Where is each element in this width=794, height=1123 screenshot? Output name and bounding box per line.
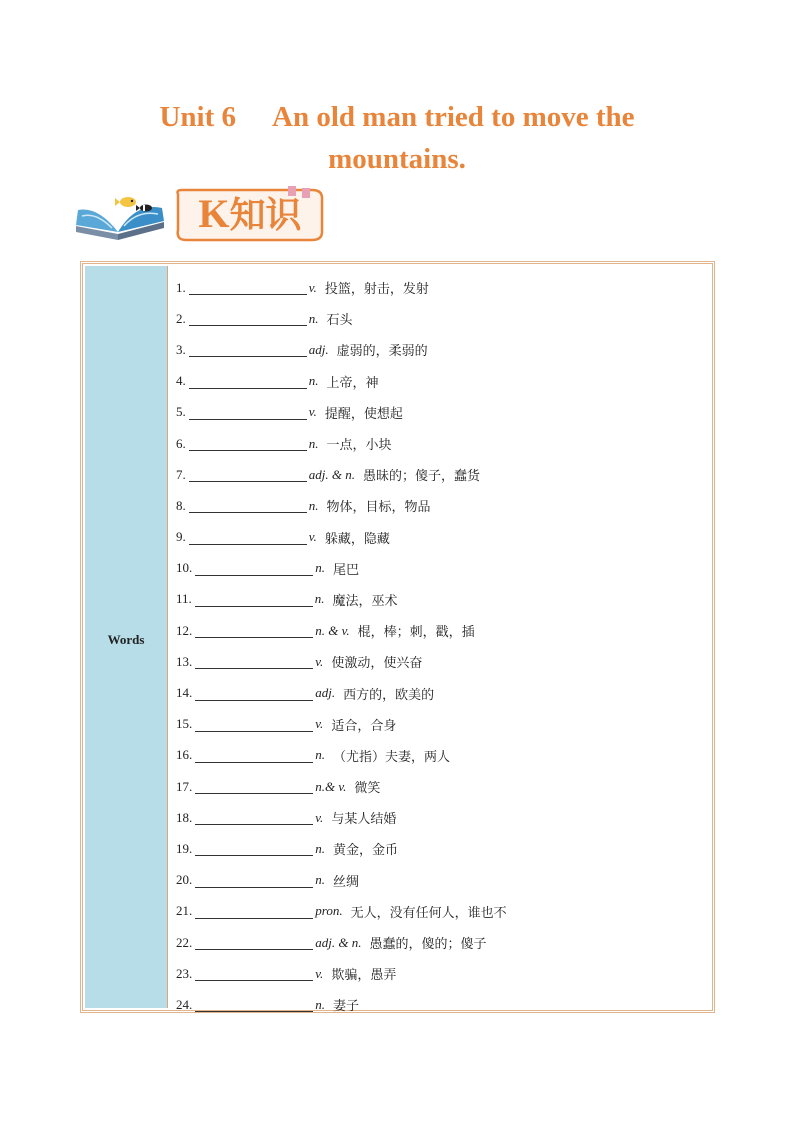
list-item — [176, 865, 708, 896]
list-item — [176, 740, 708, 771]
part-of-speech: v. — [315, 965, 324, 981]
item-number: 9. — [176, 529, 186, 545]
part-of-speech: v. — [315, 809, 324, 825]
definition: 与某人结婚 — [331, 812, 397, 828]
knowledge-word: 知识 — [229, 194, 302, 236]
title-text-1: An old man tried to move the — [272, 101, 635, 133]
definition: 物体，目标，物品 — [326, 500, 431, 516]
page-title — [0, 96, 794, 180]
part-of-speech: pron. — [315, 903, 343, 919]
answer-blank[interactable] — [195, 623, 313, 638]
answer-blank[interactable] — [189, 498, 307, 513]
definition: 适合，合身 — [331, 718, 397, 734]
answer-blank[interactable] — [189, 405, 307, 420]
part-of-speech: n. — [308, 310, 319, 326]
list-item — [176, 958, 708, 989]
part-of-speech: v. — [315, 653, 324, 669]
answer-blank[interactable] — [195, 997, 313, 1012]
item-number: 12. — [176, 622, 193, 638]
item-number: 17. — [176, 778, 193, 794]
title-line-2: mountains. — [328, 143, 466, 175]
answer-blank[interactable] — [195, 841, 313, 856]
list-item — [176, 428, 708, 459]
answer-blank[interactable] — [189, 530, 307, 545]
part-of-speech: n. — [308, 373, 319, 389]
list-item — [176, 771, 708, 802]
list-item — [176, 584, 708, 615]
part-of-speech: n. & v. — [315, 622, 350, 638]
item-number: 21. — [176, 903, 193, 919]
answer-blank[interactable] — [195, 654, 313, 669]
list-item — [176, 709, 708, 740]
list-item — [176, 334, 708, 365]
word-list — [176, 272, 708, 1021]
answer-blank[interactable] — [195, 935, 313, 950]
part-of-speech: n. — [315, 747, 325, 763]
part-of-speech: v. — [308, 279, 317, 295]
answer-blank[interactable] — [195, 561, 313, 576]
list-item — [176, 522, 708, 553]
definition: 魔法，巫术 — [332, 593, 398, 609]
part-of-speech: n. — [315, 996, 325, 1012]
definition: 提醒，使想起 — [324, 406, 403, 422]
item-number: 20. — [176, 872, 193, 888]
item-number: 8. — [176, 497, 186, 513]
part-of-speech: adj. — [308, 341, 329, 357]
definition: 上帝，神 — [326, 375, 379, 391]
answer-blank[interactable] — [189, 342, 307, 357]
answer-blank[interactable] — [189, 467, 307, 482]
item-number: 13. — [176, 653, 193, 669]
part-of-speech: n. — [315, 872, 325, 888]
definition: 尾巴 — [333, 562, 360, 578]
k-letter: K — [198, 191, 230, 236]
item-number: 7. — [176, 466, 186, 482]
definition: 棍，棒；刺，戳，插 — [357, 625, 475, 641]
item-number: 15. — [176, 716, 193, 732]
part-of-speech: adj. & n. — [308, 466, 355, 482]
title-line-1 — [0, 96, 794, 138]
list-item — [176, 303, 708, 334]
part-of-speech: n. — [308, 435, 319, 451]
part-of-speech: n. — [315, 560, 325, 576]
definition: 微笑 — [354, 781, 381, 797]
definition: 愚蠢的，傻的；傻子 — [369, 937, 487, 953]
answer-blank[interactable] — [195, 904, 313, 919]
item-number: 5. — [176, 404, 186, 420]
answer-blank[interactable] — [195, 717, 313, 732]
item-number: 18. — [176, 809, 193, 825]
definition: （尤指）夫妻，两人 — [333, 749, 451, 765]
list-item — [176, 615, 708, 646]
answer-blank[interactable] — [195, 873, 313, 888]
definition: 妻子 — [333, 999, 360, 1015]
section-label-cell — [85, 266, 168, 1008]
part-of-speech: adj. — [315, 685, 336, 701]
definition: 无人，没有任何人，谁也不 — [350, 905, 507, 921]
answer-blank[interactable] — [189, 436, 307, 451]
item-number: 11. — [176, 591, 192, 607]
item-number: 1. — [176, 279, 186, 295]
answer-blank[interactable] — [189, 311, 307, 326]
answer-blank[interactable] — [189, 280, 307, 295]
unit-label: Unit 6 — [159, 101, 237, 133]
part-of-speech: n. — [308, 497, 319, 513]
item-number: 10. — [176, 560, 193, 576]
answer-blank[interactable] — [195, 779, 313, 794]
knowledge-label-text — [172, 186, 328, 242]
list-item — [176, 833, 708, 864]
item-number: 19. — [176, 840, 193, 856]
item-number: 2. — [176, 310, 186, 326]
definition: 黄金，金币 — [333, 843, 399, 859]
list-item — [176, 896, 708, 927]
part-of-speech: adj. & n. — [315, 934, 362, 950]
list-item — [176, 553, 708, 584]
part-of-speech: n.& v. — [315, 778, 347, 794]
item-number: 4. — [176, 373, 186, 389]
open-book-with-fish-icon — [72, 192, 172, 242]
part-of-speech: v. — [308, 404, 317, 420]
part-of-speech: v. — [315, 716, 324, 732]
answer-blank[interactable] — [195, 966, 313, 981]
answer-blank[interactable] — [195, 810, 313, 825]
list-item — [176, 272, 708, 303]
answer-blank[interactable] — [195, 686, 313, 701]
list-item — [176, 459, 708, 490]
list-item — [176, 490, 708, 521]
definition: 石头 — [326, 313, 353, 329]
definition: 西方的，欧美的 — [343, 687, 435, 703]
definition: 躲藏，隐藏 — [324, 531, 390, 547]
list-item — [176, 802, 708, 833]
item-number: 3. — [176, 341, 186, 357]
item-number: 14. — [176, 685, 193, 701]
answer-blank[interactable] — [195, 592, 313, 607]
definition: 虚弱的，柔弱的 — [336, 344, 428, 360]
section-label: Words — [107, 632, 145, 647]
definition: 投篮，射击，发射 — [324, 282, 429, 298]
list-item — [176, 927, 708, 958]
list-item — [176, 646, 708, 677]
definition: 丝绸 — [333, 874, 360, 890]
answer-blank[interactable] — [195, 748, 313, 763]
item-number: 24. — [176, 996, 193, 1012]
list-item — [176, 366, 708, 397]
definition: 欺骗，愚弄 — [331, 968, 397, 984]
list-item — [176, 989, 708, 1020]
definition: 一点，小块 — [326, 438, 392, 454]
list-item — [176, 397, 708, 428]
part-of-speech: n. — [315, 840, 325, 856]
definition: 使激动，使兴奋 — [331, 656, 423, 672]
item-number: 16. — [176, 747, 193, 763]
item-number: 6. — [176, 435, 186, 451]
vocabulary-table — [80, 261, 715, 1013]
definition: 愚昧的；傻子，蠢货 — [362, 469, 480, 485]
list-item — [176, 677, 708, 708]
item-number: 22. — [176, 934, 193, 950]
item-number: 23. — [176, 965, 193, 981]
answer-blank[interactable] — [189, 374, 307, 389]
part-of-speech: n. — [314, 591, 325, 607]
knowledge-banner — [72, 184, 332, 244]
part-of-speech: v. — [308, 529, 317, 545]
